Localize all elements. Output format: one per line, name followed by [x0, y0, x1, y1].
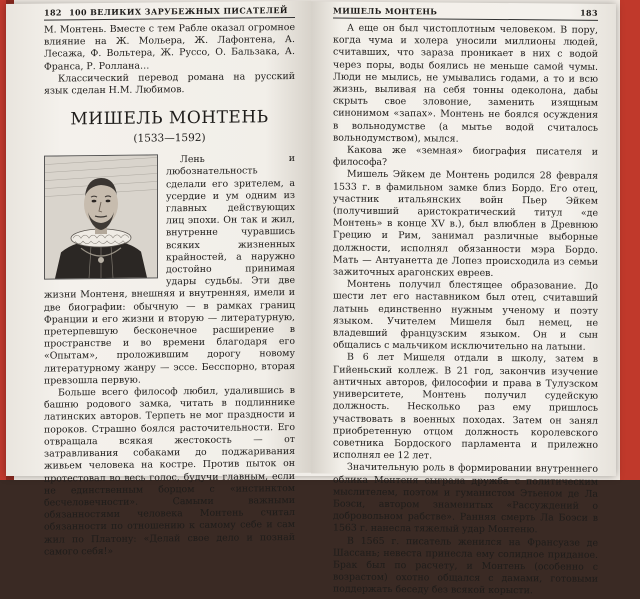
- right-running-header: [333, 6, 598, 21]
- left-page-number: 182: [44, 7, 62, 18]
- intro-paragraph-2: Классический перевод романа на русский язык сделан Н.М. Любимов.: [44, 70, 295, 97]
- left-running-head: 100 ВЕЛИКИХ ЗАРУБЕЖНЫХ ПИСАТЕЛЕЙ: [69, 5, 288, 18]
- open-book-spread: [6, 4, 616, 597]
- left-page: [6, 1, 311, 558]
- right-paragraph-2: Какова же «земная» биография писателя и философа?: [333, 144, 598, 169]
- right-running-head: МИШЕЛЬ МОНТЕНЬ: [333, 5, 438, 17]
- right-paragraph-6: Значительную роль в формировании внутреннего облика Монтеня сыграла дружба с политическим мыслителем, поэтом и гуманистом Этьеном де Ла Боэси, автором знаменитых «Рассуждений о добровольном рабстве». Ранняя смерть Ла Боэси в 1563 г. нанесла тяжелый удар Монтеню.: [333, 461, 598, 536]
- right-paragraph-4: Монтень получил блестящее образование. До шести лет его наставником был отец, считавший латынь единственно нужным ученому и поэту языком. Учителем Мишеля был немец, не владевший французским языком. Он и сын общались с мальчиком исключительно на латыни.: [333, 278, 598, 354]
- intro-paragraph-1: М. Монтень. Вместе с тем Рабле оказал огромное влияние на Ж. Мольера, Ж. Лафонтена, А. Лесажа, Ф. Вольтера, Ж. Руссо, О. Бальзака, А. Франса, Р. Роллана…: [44, 21, 295, 73]
- right-paragraph-1: А еще он был чистоплотным человеком. В пору, когда чума и холера уносили миллионы людей, считавших, что зараза проникает в них с водой через поры, воды боялись не меньше самой чумы. Люди не мылись, не умывались годами, а то и всю жизнь, выливая на себя тонны одеколона, дабы скрыть свое зловоние, заменить изящным синонимом «запах». Монтень не боялся осуждения в вольнодумстве (а мытье водой считалось вольнодумством), мылся.: [333, 22, 598, 145]
- article-dates: (1533—1592): [133, 132, 206, 145]
- left-running-header: [44, 5, 295, 21]
- right-paragraph-5: В 6 лет Мишеля отдали в школу, затем в Гийеньский коллеж. В 21 год, закончив изучение античных авторов, философии и права в Тулузском университете, Монтень получил судейскую должность. Несколько раз ему пришлось участвовать в военных походах. Затем он занял приобретенную отцом должность королевского советника Бордоского парламента и прилежно исполнял ее 12 лет.: [333, 352, 598, 462]
- right-page-number: 183: [580, 7, 598, 18]
- article-title: МИШЕЛЬ МОНТЕНЬ: [70, 107, 269, 130]
- body-paragraph-2: Больше всего философ любил, удалившись в башню родового замка, читать в подлиннике латинских авторов. Терпеть не мог праздности и пороков. Страшно боялся расточительности. Его отвращала всякая жестокость — от затравливания собаками до поджаривания живьем человека на костре. Против пыток он протестовал во весь голос, будучи главным, если не единственным борцом с «инстинктом бесчеловечности». Самыми важными обязанностями человека Монтень считал обязанности по отношению к самому себе и сам жил по Платону: «Делай свое дело и познай самого себя!»: [44, 385, 295, 558]
- right-page: [311, 1, 616, 597]
- body-paragraph-1: Лень и любознательность сделали его зрителем, а усердие и ум одним из главных действующих лиц эпохи. Он так и жил, внутренне чуравшись всяких жизненных крайностей, а наружно достойно принимая удары судьбы. Эти две жизни Монтеня, внешняя и внутренняя, имели и две биографии: обычную — в рамках границ Франции и его жизни и вторую — литературную, претерпевшую бесконечное расширение в пространстве и во времени благодаря его «Опытам», проложившим дорогу новому литературному жанру — эссе. Бесспорно, вторая превзошла первую.: [44, 153, 295, 387]
- right-paragraph-3: Мишель Эйкем де Монтень родился 28 февраля 1533 г. в фамильном замке близ Бордо. Его отец, участник итальянских войн Пьер Эйкем (получивший аристократический титул «де Монтень» в конце XV в.), был влюблен в Древнюю Грецию и Рим, занимал различные выборные должности, исполнял обязанности мэра Бордо. Мать — Антуанетта де Лопез происходила из семьи зажиточных арагонских евреев.: [333, 169, 598, 279]
- right-paragraph-7: В 1565 г. писатель женился на Франсуазе де Шассань; невеста принесла ему солидное приданое. Брак был по расчету, и Монтень (особенно с возрастом) охотно общался с дамами, готовыми поддержать беседу без всякой корысти.: [333, 535, 598, 597]
- montaigne-portrait-icon: [44, 155, 158, 280]
